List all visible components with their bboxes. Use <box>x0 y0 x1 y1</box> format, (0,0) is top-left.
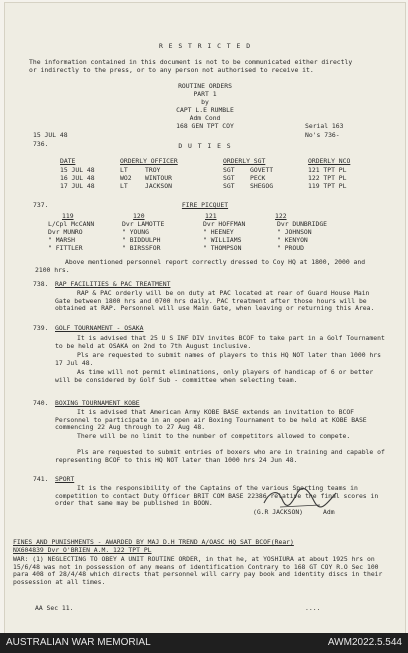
section-number-736: 736. <box>33 140 49 148</box>
duty-officer-name: JACKSON <box>145 182 172 190</box>
duty-nco: 121 TPT PL <box>308 166 347 174</box>
title-by: by <box>201 98 209 106</box>
archive-footer <box>0 633 408 653</box>
platoon-number: 119 <box>62 212 74 220</box>
document-page <box>4 2 406 634</box>
picquet-member: L/Cpl McCANN <box>48 220 95 228</box>
duty-date: 15 JUL 48 <box>60 166 95 174</box>
archive-reference: AWM2022.5.544 <box>327 637 402 648</box>
duty-officer-name: WINTOUR <box>145 174 172 182</box>
fines-section: AA Sec 11. <box>35 604 74 612</box>
title-routine-orders: ROUTINE ORDERS <box>178 82 232 90</box>
title-officer: CAPT L.E RUMBLE <box>176 106 234 114</box>
picquet-member: " FITTLER <box>48 244 83 252</box>
duty-sgt-name: PECK <box>250 174 266 182</box>
picquet-member: " JOHNSON <box>277 228 312 236</box>
sport-heading: SPORT <box>55 475 75 483</box>
duty-sgt-rank: SGT <box>223 182 235 190</box>
duty-sgt-rank: SGT <box>223 174 235 182</box>
fines-charge: WAR: (1) NEGLECTING TO OBEY A UNIT ROUTINE ORDER, in that he, at YOSHIURA at about 1925 hrs on 15/6/48 was not in possession of any means of identification Contrary to 168 GT COY R.O Sec 100 para 408 of 28/4/48 which directs that personnel will carry pay book and identity discs in their possession at all times. <box>13 555 383 586</box>
boxing-para-3: Pls are requested to submit entries of boxers who are in training and capable of representing BCOF to this HQ NOT later than 1000 hrs 24 Jun 48. <box>55 448 385 464</box>
boxing-heading: BOXING TOURNAMENT KOBE <box>55 399 140 407</box>
signature-name: (G.R JACKSON) <box>253 508 304 516</box>
picquet-member: " BIDDULPH <box>122 236 161 244</box>
archive-name: AUSTRALIAN WAR MEMORIAL <box>6 637 151 648</box>
duty-sgt-name: SHEGOG <box>250 182 274 190</box>
rap-text: RAP & PAC orderly will be on duty at PAC located at rear of Guard House Main Gate between 1800 hrs and 0700 hrs daily. PAC treatment after those hours will be obtained at RAP. Personnel will use Main Gate, when leaving or returning this Area. <box>55 289 375 313</box>
picquet-member: Dvr HOFFMAN <box>203 220 246 228</box>
picquet-note: Above mentioned personnel report correctly dressed to Coy HQ at 1800, 2000 and 2100 hrs. <box>35 258 366 274</box>
duty-officer-rank: LT <box>120 166 128 174</box>
picquet-member: " BIRSSFOR <box>122 244 161 252</box>
picquet-member: Dvr MUNRO <box>48 228 83 236</box>
duties-col-date: DATE <box>60 157 76 165</box>
section-number-740: 740. <box>33 399 49 407</box>
picquet-member: " PROUD <box>277 244 304 252</box>
duty-officer-rank: WO2 <box>120 174 132 182</box>
order-date: 15 JUL 48 <box>33 131 68 139</box>
signature-appointment: Adm <box>323 508 335 516</box>
platoon-number: 121 <box>205 212 217 220</box>
picquet-member: " WILLIAMS <box>203 236 242 244</box>
duty-officer-name: TROY <box>145 166 161 174</box>
picquet-member: Dvr LAMOTTE <box>122 220 165 228</box>
duties-col-nco: ORDERLY NCO <box>308 157 351 165</box>
classification: R E S T R I C T E D <box>158 42 252 50</box>
picquet-member: " MARSH <box>48 236 75 244</box>
title-part: PART 1 <box>193 90 217 98</box>
duty-nco: 122 TPT PL <box>308 174 347 182</box>
picquet-member: " THOMPSON <box>203 244 242 252</box>
duty-officer-rank: LT <box>120 182 128 190</box>
picquet-member: " KENYON <box>277 236 308 244</box>
platoon-number: 122 <box>275 212 287 220</box>
security-notice: The information contained in this document is not to be communicated either directly or indirectly to the press, or to any person not authorised to receive it. <box>29 58 353 74</box>
picquet-member: Dvr DUNBRIDGE <box>277 220 328 228</box>
duties-col-sgt: ORDERLY SGT <box>223 157 266 165</box>
picquet-heading: FIRE PICQUET <box>181 201 229 209</box>
fines-offender: NX604839 Dvr O'BRIEN A.M. 122 TPT PL <box>13 546 152 554</box>
picquet-member: " HEENEY <box>203 228 234 236</box>
section-number-738: 738. <box>33 280 49 288</box>
duties-heading: D U T I E S <box>178 142 232 150</box>
duty-date: 16 JUL 48 <box>60 174 95 182</box>
rap-heading: RAP FACILITIES & PAC TREATMENT <box>55 280 171 288</box>
golf-para-1: It is advised that 25 U S INF DIV invites BCOF to take part in a Golf Tournament to be held at OSAKA on 2nd to 7th August inclusive. <box>55 334 385 350</box>
golf-para-3: As time will not permit eliminations, only players of handicap of 6 or better will be considered by Golf Sub - committee when selecting team. <box>55 368 374 384</box>
duty-nco: 119 TPT PL <box>308 182 347 190</box>
duty-sgt-rank: SGT <box>223 166 235 174</box>
golf-para-2: Pls are requested to submit names of players to this HQ NOT later than 1000 hrs 17 Jul 48. <box>55 351 381 367</box>
serial-number: Serial 163 <box>305 122 344 130</box>
golf-heading: GOLF TOURNAMENT - OSAKA <box>55 324 144 332</box>
order-numbers: No's 736- <box>305 131 340 139</box>
platoon-number: 120 <box>133 212 145 220</box>
section-number-739: 739. <box>33 324 49 332</box>
boxing-para-1: It is advised that American Army KOBE BASE extends an invitation to BCOF Personnel to participate in an open air Boxing Tournament to be held at KOBE BASE commencing 22 Aug through to 27 Aug 48. <box>55 408 367 432</box>
duty-sgt-name: GOVETT <box>250 166 274 174</box>
fines-award: .... <box>305 604 321 612</box>
title-unit: 168 GEN TPT COY <box>176 122 234 130</box>
section-number-737: 737. <box>33 201 49 209</box>
boxing-para-2: There will be no limit to the number of competitors allowed to compete. <box>77 432 351 440</box>
title-appointment: Adm Cond <box>189 114 221 122</box>
picquet-member: " YOUNG <box>122 228 149 236</box>
fines-heading: FINES AND PUNISHMENTS - AWARDED BY MAJ D.H TREND A/OASC HQ SAT BCOF(Rear) <box>13 538 294 546</box>
duty-date: 17 JUL 48 <box>60 182 95 190</box>
duties-col-officer: ORDERLY OFFICER <box>120 157 178 165</box>
section-number-741: 741. <box>33 475 49 483</box>
sport-text: It is the responsibility of the Captains of the various Sporting teams in competition to contact Duty Officer BRIT COM BASE 22386 relative the final scores in order that same may be published in BOON. <box>55 484 379 508</box>
